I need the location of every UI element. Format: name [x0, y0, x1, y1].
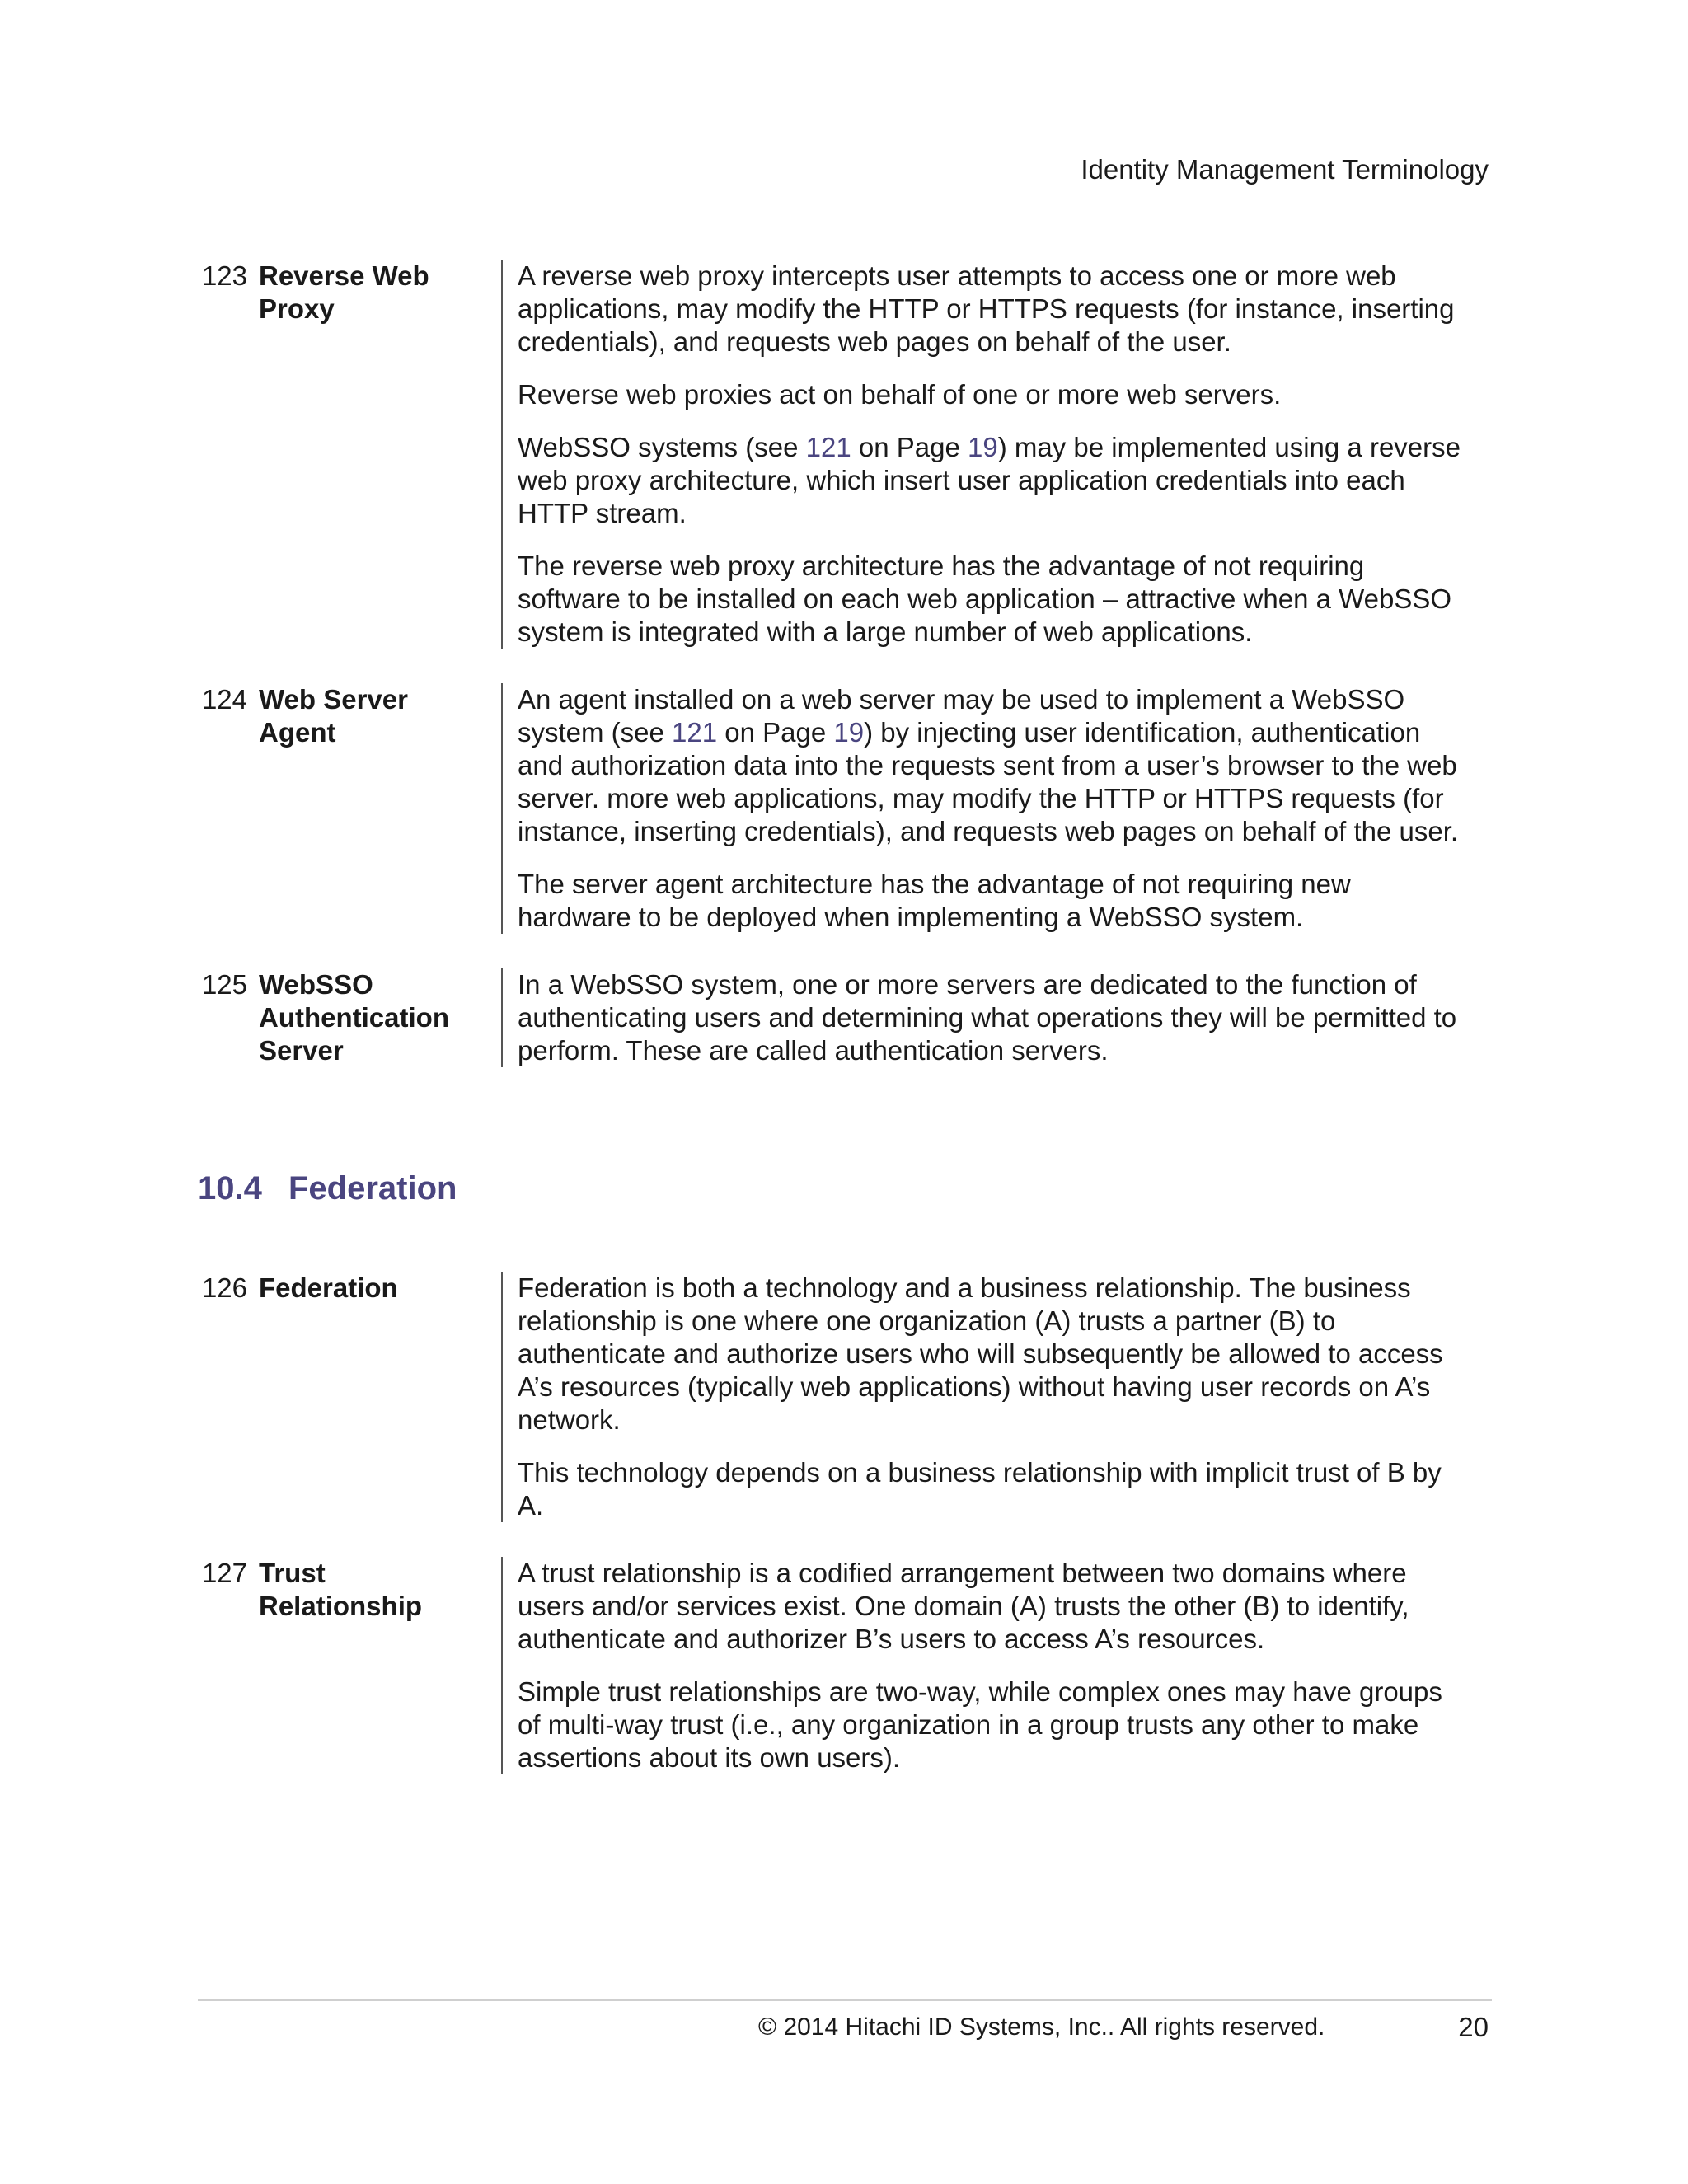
glossary-entry — [198, 260, 1489, 649]
glossary-entry — [198, 1272, 1489, 1522]
term-number: 123 — [201, 260, 247, 291]
term-cell — [198, 683, 501, 934]
definition-paragraph: An agent installed on a web server may be used to implement a WebSSO system (see 121 on Page 19) by injecting user identification, authentication and authorization data into the requests sent from a user’s browser to the web server. more web applications, may modify the HTTP or HTTPS requests (for instance, inserting credentials), and requests web pages on behalf of the user. — [518, 684, 1459, 846]
definition-paragraph: WebSSO systems (see 121 on Page 19) may be implemented using a reverse web proxy architecture, which insert user application credentials into each HTTP stream. — [518, 432, 1461, 528]
entries-group-2 — [198, 1272, 1489, 1809]
term-number: 126 — [201, 1272, 247, 1303]
term-name: Web Server Agent — [259, 684, 408, 748]
term-name: Reverse Web Proxy — [259, 260, 429, 324]
footer-copyright: © 2014 Hitachi ID Systems, Inc.. All rights reserved. — [758, 2013, 1325, 2041]
section-title: Federation — [288, 1170, 457, 1207]
section-heading — [198, 1169, 457, 1208]
term-number: 127 — [201, 1558, 247, 1588]
definition-paragraph: Reverse web proxies act on behalf of one or more web servers. — [518, 379, 1282, 410]
glossary-entry — [198, 1557, 1489, 1774]
term-number: 124 — [201, 684, 247, 715]
entries-group-1 — [198, 260, 1489, 1102]
definition — [501, 683, 1489, 934]
definition — [501, 260, 1489, 649]
term-cell — [198, 968, 501, 1067]
cross-reference-link[interactable]: 121 — [805, 432, 851, 462]
term-name: Trust Relationship — [259, 1558, 423, 1621]
definition-paragraph: Simple trust relationships are two-way, while complex ones may have groups of multi-way trust (i.e., any organization in a group trusts any other to make assertions about its own users). — [518, 1676, 1442, 1773]
cross-reference-link[interactable]: 19 — [833, 717, 865, 748]
section-number: 10.4 — [198, 1170, 262, 1207]
definition-paragraph: Federation is both a technology and a business relationship. The business relationship is one where one organization (A) trusts a partner (B) to authenticate and authorize users who will subsequently be allowed to access A’s resources (typically web applications) without having user records on A’s network. — [518, 1272, 1443, 1435]
term-cell — [198, 1272, 501, 1522]
definition-paragraph: In a WebSSO system, one or more servers are dedicated to the function of authenticating users and determining what operations they will be permitted to perform. These are called authentication servers. — [518, 969, 1457, 1066]
footer-rule — [198, 1999, 1492, 2001]
term-name: Federation — [259, 1272, 398, 1303]
term-cell — [198, 260, 501, 649]
definition — [501, 1272, 1489, 1522]
definition — [501, 968, 1489, 1067]
definition-paragraph: The reverse web proxy architecture has the advantage of not requiring software to be installed on each web application – attractive when a WebSSO system is integrated with a large number of web applications. — [518, 551, 1452, 647]
cross-reference-link[interactable]: 121 — [672, 717, 718, 748]
definition-paragraph: This technology depends on a business relationship with implicit trust of B by A. — [518, 1457, 1442, 1521]
definition-paragraph: A reverse web proxy intercepts user attempts to access one or more web applications, may modify the HTTP or HTTPS requests (for instance, inserting credentials), and requests web pages on behalf of the user. — [518, 260, 1455, 357]
term-name: WebSSO Authentication Server — [259, 969, 449, 1066]
glossary-entry — [198, 968, 1489, 1067]
term-number: 125 — [201, 969, 247, 1000]
glossary-entry — [198, 683, 1489, 934]
definition — [501, 1557, 1489, 1774]
cross-reference-link[interactable]: 19 — [968, 432, 998, 462]
running-header: Identity Management Terminology — [1081, 154, 1489, 185]
definition-paragraph: A trust relationship is a codified arrangement between two domains where users and/or services exist. One domain (A) trusts the other (B) to identify, authenticate and authorizer B’s users to access A’s resources. — [518, 1558, 1409, 1654]
page-number: 20 — [1458, 2012, 1489, 2042]
term-cell — [198, 1557, 501, 1774]
definition-paragraph: The server agent architecture has the advantage of not requiring new hardware to be deployed when implementing a WebSSO system. — [518, 869, 1351, 932]
